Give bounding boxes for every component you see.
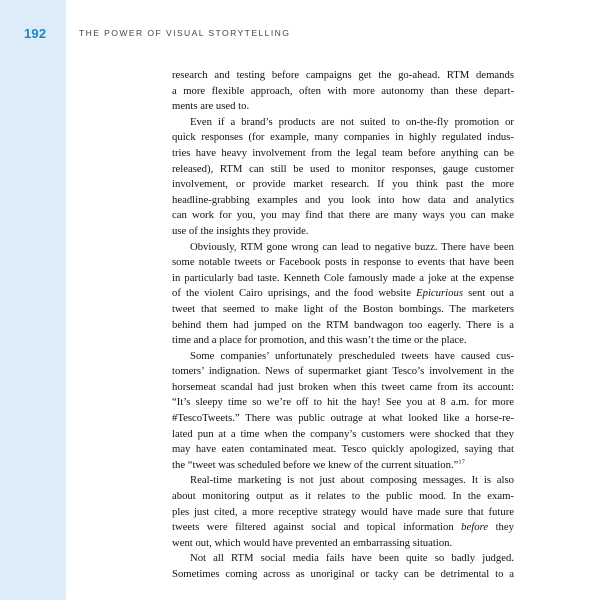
text-line: “It’s sleepy time so we’re off to hit the hay! See you at 8 a.m. for more xyxy=(172,396,514,409)
text-line: ments are used to. xyxy=(172,100,250,113)
text-line: can work for you, you may find that there are many ways you can make xyxy=(172,209,514,222)
page-number: 192 xyxy=(24,26,47,41)
paragraph-3 xyxy=(172,240,514,349)
body-text xyxy=(172,68,514,583)
text-line: behind them had jumped on the RTM bandwagon too eagerly. There is a xyxy=(172,318,514,331)
paragraph-2 xyxy=(172,115,514,240)
text-line: lated pun at a time when the company’s customers were shocked that they xyxy=(172,427,514,440)
text-line: some notable tweets or Facebook posts in response to events that have been xyxy=(172,256,514,269)
text-line: tweet that seemed to make light of the Boston bombings. The marketers xyxy=(172,302,514,315)
text-line: research and testing before campaigns get the go-ahead. RTM demands xyxy=(172,69,514,81)
text-line: horsemeat scandal had just broken when this tweet came from its account: xyxy=(172,380,514,393)
italic-word: Epicurious xyxy=(416,287,463,300)
text-line: use of the insights they provide. xyxy=(172,224,309,237)
text-line: in particularly bad taste. Kenneth Cole famously made a joke at the expense xyxy=(172,271,514,284)
text-line: released), RTM can still be used to monitor responses, gauge customer xyxy=(172,162,514,175)
text-line: Obviously, RTM gone wrong can lead to negative buzz. There have been xyxy=(190,240,514,253)
text-line: went out, which would have prevented an embarrassing situation. xyxy=(172,536,453,549)
text-line: a more flexible approach, often with more autonomy than these depart- xyxy=(172,84,514,97)
paragraph-4 xyxy=(172,349,514,474)
text-line: Real-time marketing is not just about composing messages. It is also xyxy=(190,474,514,487)
running-head: THE POWER OF VISUAL STORYTELLING xyxy=(79,28,291,38)
text-line: tweets were filtered against social and topical information before they xyxy=(172,521,514,534)
page-header xyxy=(0,26,600,46)
text-line: Sometimes coming across as unoriginal or tacky can be detrimental to a xyxy=(172,568,514,580)
text-line: Some companies’ unfortunately prescheduled tweets have caused cus- xyxy=(190,349,514,362)
paragraph-1 xyxy=(172,68,514,115)
text-line: Not all RTM social media fails have been quite so badly judged. xyxy=(190,552,514,565)
text-line: tries have heavy involvement from the legal team before anything can be xyxy=(172,146,514,159)
text-line: quick responses (for example, many companies in highly regulated indus- xyxy=(172,131,514,144)
text-line: involvement, or provide market research. If you think past the more xyxy=(172,178,514,191)
text-line: the “tweet was scheduled before we knew of the current situation.”$^{17}$ xyxy=(172,458,465,471)
paragraph-5 xyxy=(172,473,514,551)
italic-word: before xyxy=(461,521,489,534)
text-line: ples just cited, a more receptive strategy would have made sure that future xyxy=(172,505,514,518)
margin-color-bar xyxy=(0,0,66,600)
text-line: about monitoring output as it relates to the public mood. In the exam- xyxy=(172,490,514,503)
text-line: tomers’ indignation. News of supermarket giant Tesco’s involvement in the xyxy=(172,365,514,378)
footnote-ref: 17 xyxy=(458,458,465,466)
text-line: may have eaten contaminated meat. Tesco quickly apologized, saying that xyxy=(172,443,514,456)
paragraph-6 xyxy=(172,551,514,582)
text-line: headline-grabbing examples and you look into how data and analytics xyxy=(172,193,514,206)
text-line: Even if a brand’s products are not suited to on-the-fly promotion or xyxy=(190,115,514,128)
text-line: time and a place for promotion, and this wasn’t the time or the place. xyxy=(172,334,467,347)
text-line: of the violent Cairo uprisings, and the food website Epicurious sent out a xyxy=(172,287,514,300)
text-line: #TescoTweets.” There was public outrage at what looked like a horse-re- xyxy=(172,412,514,425)
